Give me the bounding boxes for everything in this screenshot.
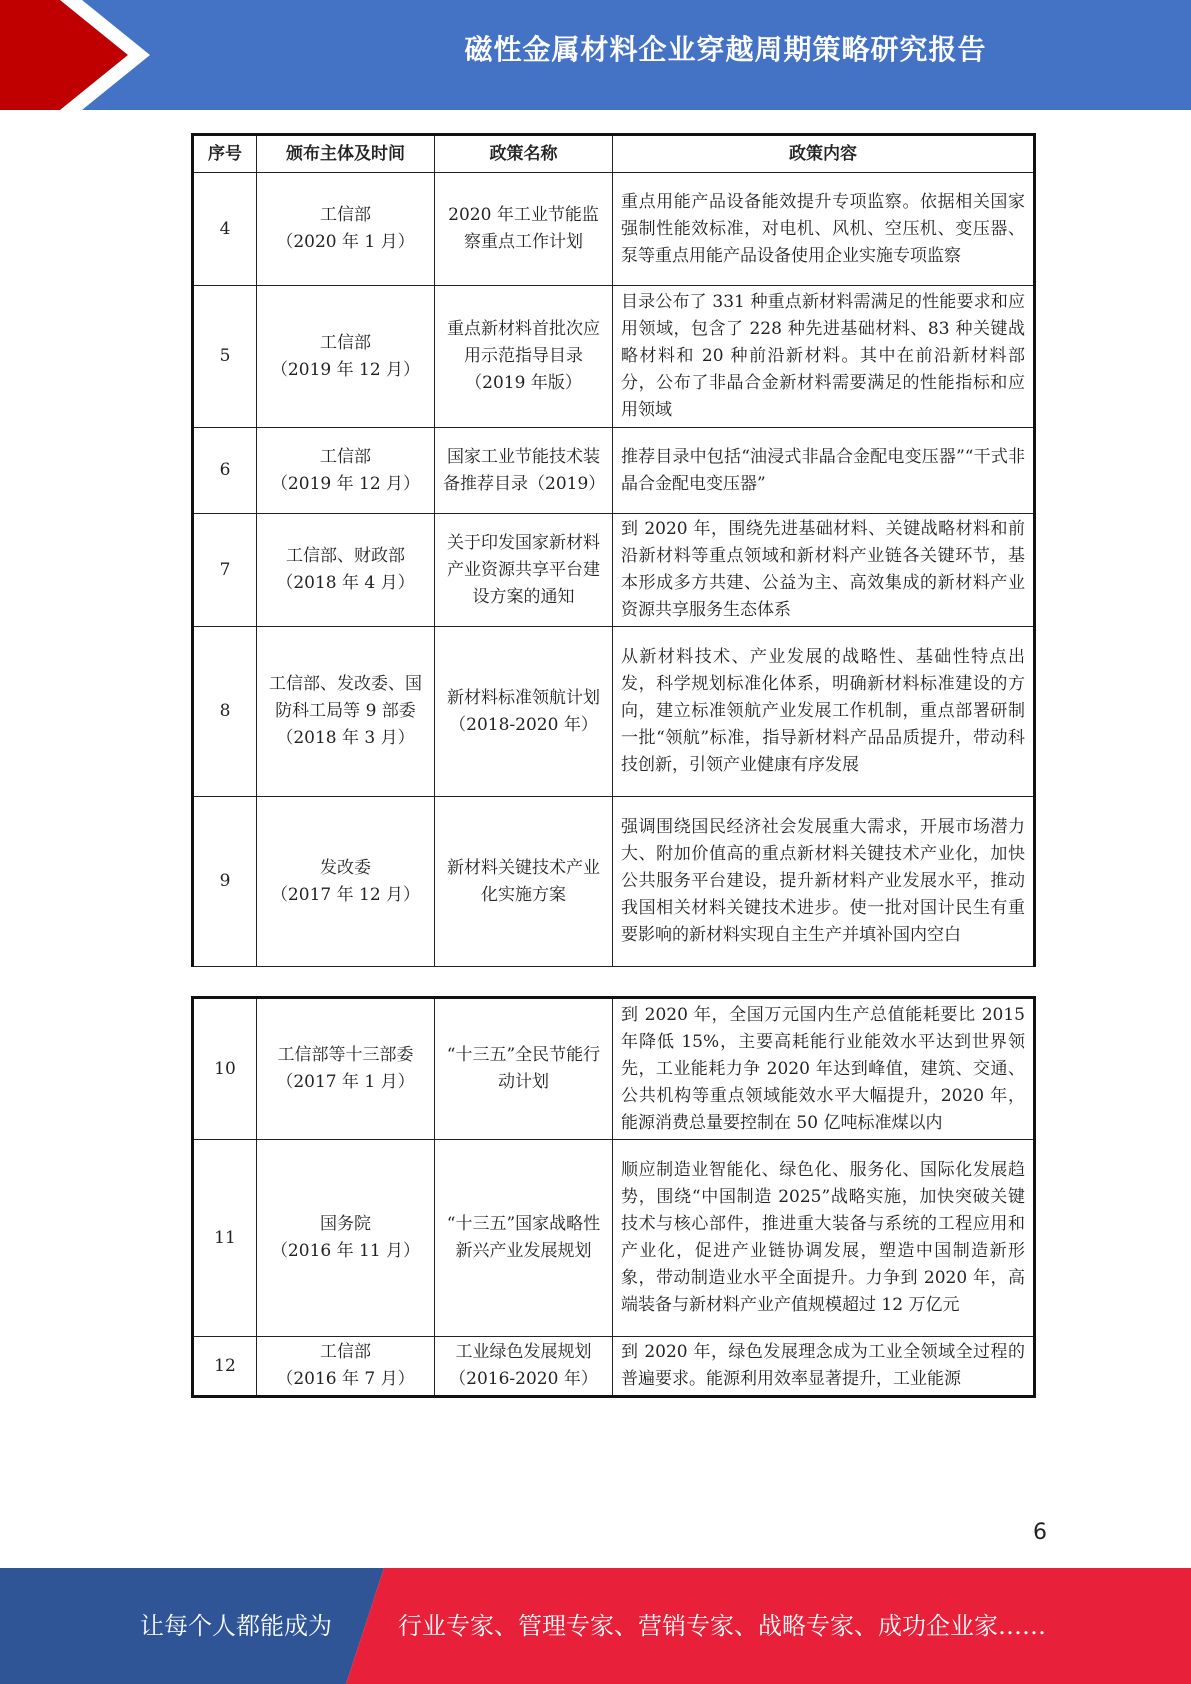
- column-header-issuer: 颁布主体及时间: [257, 135, 435, 173]
- row-issuer: 工信部、财政部 （2018 年 4 月）: [257, 514, 435, 627]
- row-policy-name: 新材料关键技术产业化实施方案: [435, 797, 613, 967]
- table-row: [193, 428, 1035, 514]
- column-header-index: 序号: [193, 135, 257, 173]
- page-number: 6: [1033, 1520, 1047, 1545]
- row-policy-content: 顺应制造业智能化、绿色化、服务化、国际化发展趋势，围绕“中国制造 2025”战略实施，加快突破关键技术与核心部件，推进重大装备与系统的工程应用和产业化，促进产业链协调发展，塑造中国制造新形象，带动制造业水平全面提升。力争到 2020 年，高端装备与新材料产业产值规模超过 12 万亿元: [613, 1140, 1035, 1337]
- row-policy-name: “十三五”国家战略性新兴产业发展规划: [435, 1140, 613, 1337]
- footer-slogan-left: 让每个人都能成为: [140, 1612, 332, 1640]
- row-policy-content: 强调围绕国民经济社会发展重大需求，开展市场潜力大、附加价值高的重点新材料关键技术产业化，加快公共服务平台建设，提升新材料产业发展水平，推动我国相关材料关键技术进步。使一批对国计民生有重要影响的新材料实现自主生产并填补国内空白: [613, 797, 1035, 967]
- row-policy-content: 到 2020 年，绿色发展理念成为工业全领域全过程的普遍要求。能源利用效率显著提升，工业能源: [613, 1337, 1035, 1397]
- row-index: 8: [193, 627, 257, 797]
- table-row: [193, 286, 1035, 428]
- row-policy-name: “十三五”全民节能行动计划: [435, 998, 613, 1140]
- row-policy-content: 目录公布了 331 种重点新材料需满足的性能要求和应用领域，包含了 228 种先进基础材料、83 种关键战略材料和 20 种前沿新材料。其中在前沿新材料部分，公布了非晶合金新材料需要满足的性能指标和应用领域: [613, 286, 1035, 428]
- row-index: 12: [193, 1337, 257, 1397]
- row-policy-name: 关于印发国家新材料产业资源共享平台建设方案的通知: [435, 514, 613, 627]
- row-index: 7: [193, 514, 257, 627]
- report-title: 磁性金属材料企业穿越周期策略研究报告: [464, 33, 987, 66]
- row-issuer: 国务院 （2016 年 11 月）: [257, 1140, 435, 1337]
- row-policy-content: 重点用能产品设备能效提升专项监察。依据相关国家强制性能效标准，对电机、风机、空压机、变压器、泵等重点用能产品设备使用企业实施专项监察: [613, 173, 1035, 286]
- policy-table: [191, 133, 1036, 967]
- row-index: 10: [193, 998, 257, 1140]
- row-index: 9: [193, 797, 257, 967]
- row-policy-content: 从新材料技术、产业发展的战略性、基础性特点出发，科学规划标准化体系，明确新材料标准建设的方向，建立标准领航产业发展工作机制，重点部署研制一批“领航”标准，指导新材料产品品质提升，带动科技创新，引领产业健康有序发展: [613, 627, 1035, 797]
- row-issuer: 工信部 （2016 年 7 月）: [257, 1337, 435, 1397]
- row-policy-name: 国家工业节能技术装备推荐目录（2019）: [435, 428, 613, 514]
- footer-slogan-right: 行业专家、管理专家、营销专家、战略专家、成功企业家……: [398, 1612, 1046, 1640]
- row-policy-name: 2020 年工业节能监察重点工作计划: [435, 173, 613, 286]
- footer-band: [0, 1568, 1191, 1684]
- table-row: [193, 514, 1035, 627]
- column-header-policy-content: 政策内容: [613, 135, 1035, 173]
- row-index: 4: [193, 173, 257, 286]
- row-policy-content: 到 2020 年，全国万元国内生产总值能耗要比 2015 年降低 15%，主要高耗能行业能效水平达到世界领先，工业能耗力争 2020 年达到峰值，建筑、交通、公共机构等重点领域能效水平大幅提升，2020 年，能源消费总量要控制在 50 亿吨标准煤以内: [613, 998, 1035, 1140]
- row-index: 11: [193, 1140, 257, 1337]
- row-policy-name: 工业绿色发展规划 （2016-2020 年）: [435, 1337, 613, 1397]
- row-issuer: 发改委 （2017 年 12 月）: [257, 797, 435, 967]
- row-issuer: 工信部 （2019 年 12 月）: [257, 286, 435, 428]
- policy-table-continued: [191, 996, 1036, 1398]
- table-row: [193, 1337, 1035, 1397]
- row-issuer: 工信部 （2020 年 1 月）: [257, 173, 435, 286]
- table-row: [193, 797, 1035, 967]
- column-header-policy-name: 政策名称: [435, 135, 613, 173]
- table-row: [193, 998, 1035, 1140]
- chevron-arrow-decoration: [0, 0, 160, 110]
- row-policy-content: 到 2020 年，围绕先进基础材料、关键战略材料和前沿新材料等重点领域和新材料产业链各关键环节，基本形成多方共建、公益为主、高效集成的新材料产业资源共享服务生态体系: [613, 514, 1035, 627]
- row-index: 6: [193, 428, 257, 514]
- row-issuer: 工信部 （2019 年 12 月）: [257, 428, 435, 514]
- row-index: 5: [193, 286, 257, 428]
- header-band: [0, 0, 1191, 110]
- table-row: [193, 627, 1035, 797]
- row-policy-name: 重点新材料首批次应用示范指导目录（2019 年版）: [435, 286, 613, 428]
- row-issuer: 工信部等十三部委 （2017 年 1 月）: [257, 998, 435, 1140]
- table-row: [193, 173, 1035, 286]
- table-header-row: [193, 135, 1035, 173]
- row-policy-content: 推荐目录中包括“油浸式非晶合金配电变压器”“干式非晶合金配电变压器”: [613, 428, 1035, 514]
- table-row: [193, 1140, 1035, 1337]
- row-issuer: 工信部、发改委、国防科工局等 9 部委 （2018 年 3 月）: [257, 627, 435, 797]
- row-policy-name: 新材料标准领航计划 （2018-2020 年）: [435, 627, 613, 797]
